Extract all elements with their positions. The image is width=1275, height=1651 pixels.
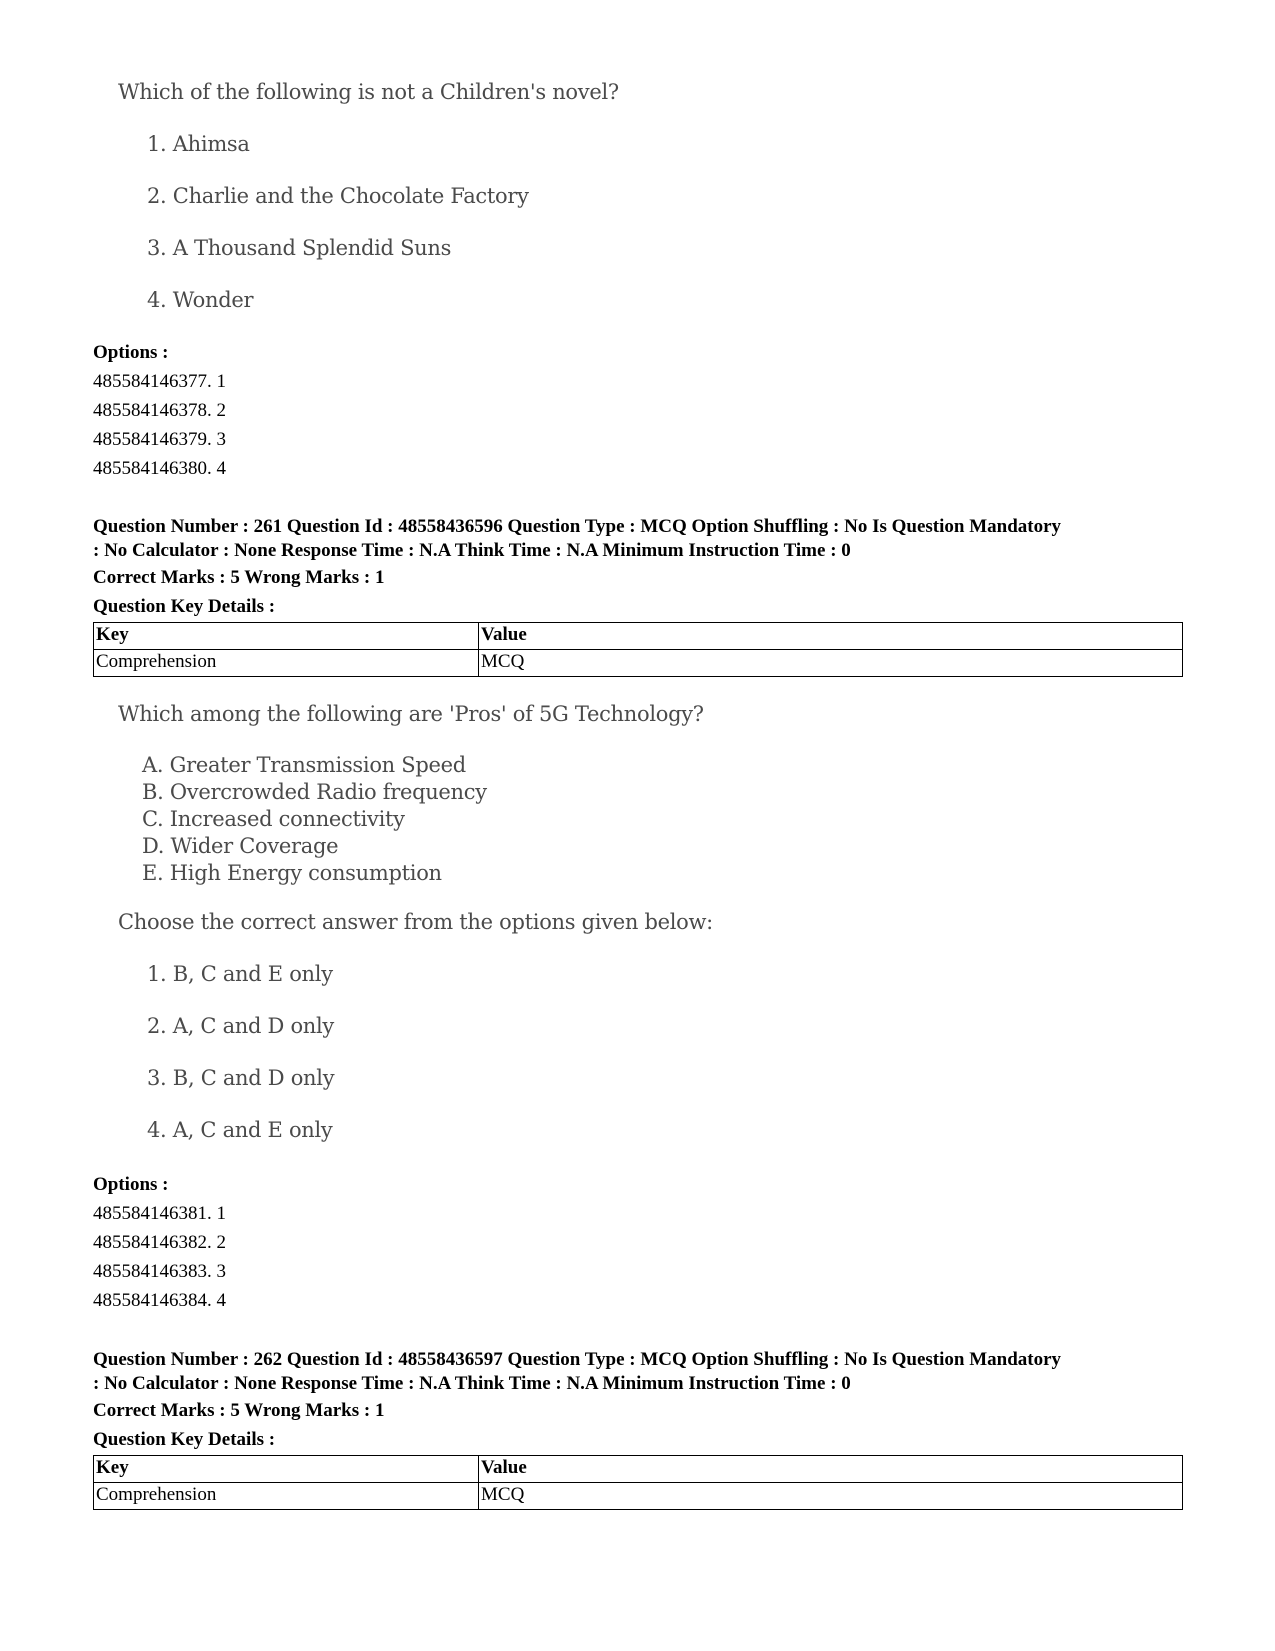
question-260-choice-4: 4. Wonder — [147, 288, 254, 312]
question-261-image — [118, 702, 713, 1142]
question-260-choice-3: 3. A Thousand Splendid Suns — [147, 236, 452, 260]
options-label: Options : — [93, 342, 169, 363]
question-261-meta — [93, 515, 1193, 563]
table-cell-key: Comprehension — [94, 1483, 479, 1510]
question-262-key-table — [93, 1455, 1183, 1510]
option-item: 485584146383. 3 — [93, 1261, 226, 1282]
option-item: 485584146384. 4 — [93, 1290, 226, 1311]
table-header-value: Value — [479, 623, 1183, 650]
table-row — [94, 650, 1183, 677]
question-260-options — [93, 338, 226, 483]
key-details-label: Question Key Details : — [93, 1429, 276, 1450]
question-261-meta-line1: Question Number : 261 Question Id : 48558436596 Question Type : MCQ Option Shuffling : No Is Question Mandatory — [93, 516, 1062, 537]
table-cell-value: MCQ — [479, 650, 1183, 677]
question-262-meta-line2: : No Calculator : None Response Time : N.A Think Time : N.A Minimum Instruction Time : 0 — [93, 1373, 851, 1394]
question-261-choice-1: 1. B, C and E only — [147, 962, 333, 986]
question-261-key-table — [93, 622, 1183, 677]
question-262-meta — [93, 1348, 1193, 1396]
option-item: 485584146380. 4 — [93, 458, 226, 479]
question-261-choice-2: 2. A, C and D only — [147, 1014, 334, 1038]
marks-text: Correct Marks : 5 Wrong Marks : 1 — [93, 567, 385, 588]
question-261-instruction: Choose the correct answer from the options given below: — [118, 910, 713, 934]
statement-item: E. High Energy consumption — [142, 861, 442, 885]
marks-text: Correct Marks : 5 Wrong Marks : 1 — [93, 1400, 385, 1421]
table-header-key: Key — [94, 623, 479, 650]
table-header-row — [94, 623, 1183, 650]
option-item: 485584146378. 2 — [93, 400, 226, 421]
table-row — [94, 1483, 1183, 1510]
question-262-marks — [93, 1396, 384, 1454]
table-header-value: Value — [479, 1456, 1183, 1483]
statement-item: A. Greater Transmission Speed — [142, 753, 466, 777]
options-label: Options : — [93, 1174, 169, 1195]
table-header-key: Key — [94, 1456, 479, 1483]
statement-item: B. Overcrowded Radio frequency — [142, 780, 487, 804]
question-260-choice-1: 1. Ahimsa — [147, 132, 250, 156]
table-cell-key: Comprehension — [94, 650, 479, 677]
question-261-marks — [93, 563, 384, 621]
question-261-meta-line2: : No Calculator : None Response Time : N.A Think Time : N.A Minimum Instruction Time : 0 — [93, 540, 851, 561]
question-261-choice-3: 3. B, C and D only — [147, 1066, 335, 1090]
statement-item: D. Wider Coverage — [142, 834, 339, 858]
question-260-image — [118, 80, 619, 312]
question-261-choice-4: 4. A, C and E only — [147, 1118, 333, 1142]
table-header-row — [94, 1456, 1183, 1483]
question-261-statements — [142, 752, 487, 887]
question-260-stem: Which of the following is not a Children's novel? — [118, 80, 619, 104]
option-item: 485584146377. 1 — [93, 371, 226, 392]
option-item: 485584146381. 1 — [93, 1203, 226, 1224]
question-260-choice-2: 2. Charlie and the Chocolate Factory — [147, 184, 529, 208]
key-details-label: Question Key Details : — [93, 596, 276, 617]
option-item: 485584146379. 3 — [93, 429, 226, 450]
option-item: 485584146382. 2 — [93, 1232, 226, 1253]
question-262-meta-line1: Question Number : 262 Question Id : 48558436597 Question Type : MCQ Option Shuffling : No Is Question Mandatory — [93, 1349, 1062, 1370]
question-261-options — [93, 1170, 226, 1315]
question-261-stem: Which among the following are 'Pros' of 5G Technology? — [118, 702, 704, 726]
statement-item: C. Increased connectivity — [142, 807, 405, 831]
table-cell-value: MCQ — [479, 1483, 1183, 1510]
